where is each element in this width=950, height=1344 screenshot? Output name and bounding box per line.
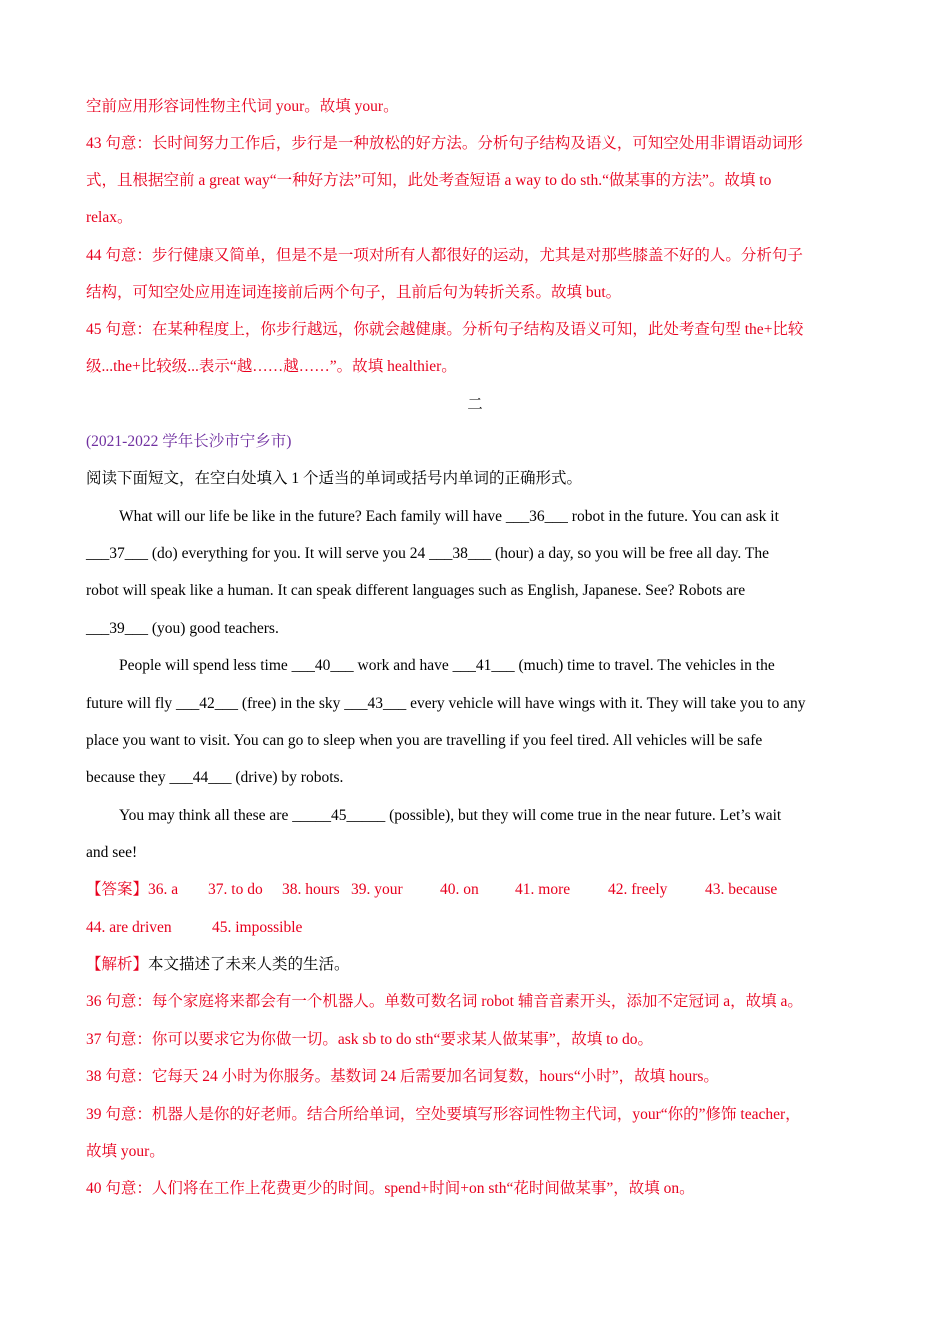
passage-line: ___37___ (do) everything for you. It will serve you 24 ___38___ (hour) a day, so you will be free all day. The: [86, 545, 769, 562]
passage-line: and see!: [86, 844, 138, 861]
passage-line: People will spend less time ___40___ work and have ___41___ (much) time to travel. The vehicles in the: [119, 657, 775, 674]
answer-item: 43. because: [705, 881, 778, 898]
analysis-row: [86, 955, 870, 975]
passage-line: What will our life be like in the future? Each family will have ___36___ robot in the future. You can ask it: [119, 508, 779, 525]
explanation-line: 36 句意：每个家庭将来都会有一个机器人。单数可数名词 robot 辅音音素开头，添加不定冠词 a，故填 a。: [86, 993, 803, 1010]
explanation-line: 39 句意：机器人是你的好老师。结合所给单词，空处要填写形容词性物主代词，your“你的”修饰 teacher，: [86, 1106, 801, 1123]
passage-line: ___39___ (you) good teachers.: [86, 620, 279, 637]
explanation-line: 37 句意：你可以要求它为你做一切。ask sb to do sth“要求某人做某事”，故填 to do。: [86, 1031, 654, 1048]
explanation-line: 44 句意：步行健康又简单，但是不是一项对所有人都很好的运动，尤其是对那些膝盖不好的人。分析句子: [86, 247, 803, 264]
explanation-line: 故填 your。: [86, 1143, 165, 1160]
explanation-line: 45 句意：在某种程度上，你步行越远，你就会越健康。分析句子结构及语义可知，此处考查句型 the+比较: [86, 321, 804, 338]
instruction: 阅读下面短文，在空白处填入 1 个适当的单词或括号内单词的正确形式。: [86, 470, 583, 487]
explanation-line: 空前应用形容词性物主代词 your。故填 your。: [86, 98, 399, 115]
answer-item: 39. your: [351, 881, 403, 898]
answer-row: [86, 880, 870, 900]
passage-line: You may think all these are _____45_____ (possible), but they will come true in the near future. Let’s wait: [119, 807, 782, 824]
explanation-line: 38 句意：它每天 24 小时为你服务。基数词 24 后需要加名词复数，hours“小时”，故填 hours。: [86, 1068, 719, 1085]
passage-line: robot will speak like a human. It can speak different languages such as English, Japanese. See? Robots are: [86, 582, 746, 599]
answer-item: 36. a: [148, 881, 179, 898]
explanation-line: 结构，可知空处应用连词连接前后两个句子，且前后句为转折关系。故填 but。: [86, 284, 622, 301]
passage-line: place you want to visit. You can go to sleep when you are travelling if you feel tired. All vehicles will be safe: [86, 732, 763, 749]
explanation-line: 级...the+比较级...表示“越……越……”。故填 healthier。: [86, 358, 457, 375]
section-number: 二: [467, 396, 483, 413]
explanation-line: 式，且根据空前 a great way“一种好方法”可知，此处考查短语 a way to do sth.“做某事的方法”。故填 to: [86, 172, 772, 189]
answer-item: 37. to do: [208, 881, 263, 898]
answer-row: [86, 918, 870, 938]
analysis-label: 【解析】: [86, 956, 149, 973]
answer-item: 38. hours: [282, 881, 340, 898]
answer-item: 40. on: [440, 881, 479, 898]
passage-line: because they ___44___ (drive) by robots.: [86, 769, 344, 786]
explanation-line: relax。: [86, 209, 133, 226]
answer-item: 45. impossible: [212, 919, 303, 936]
explanation-line: 40 句意：人们将在工作上花费更少的时间。spend+时间+on sth“花时间做某事”，故填 on。: [86, 1180, 695, 1197]
analysis-intro: 本文描述了未来人类的生活。: [148, 956, 350, 973]
source-label: (2021-2022 学年长沙市宁乡市): [86, 433, 292, 450]
answer-label: 【答案】: [86, 881, 149, 898]
explanation-line: 43 句意：长时间努力工作后，步行是一种放松的好方法。分析句子结构及语义，可知空处用非谓语动词形: [86, 135, 803, 152]
answer-item: 41. more: [515, 881, 571, 898]
answer-item: 42. freely: [608, 881, 668, 898]
answer-item: 44. are driven: [86, 919, 172, 936]
passage-line: future will fly ___42___ (free) in the sky ___43___ every vehicle will have wings with it. They will take you to any: [86, 695, 806, 712]
